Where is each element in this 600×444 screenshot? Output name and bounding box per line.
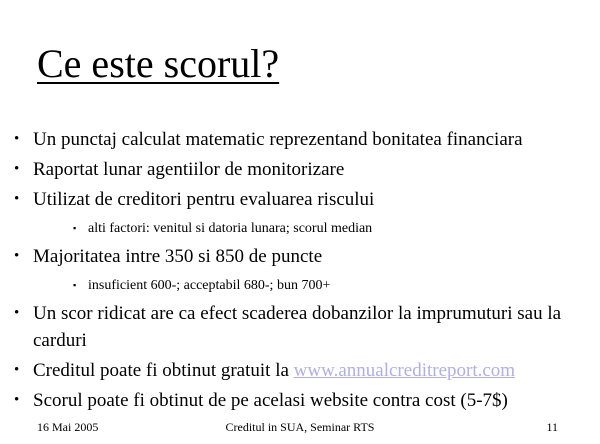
footer-page-number: 11 [546, 420, 558, 434]
bullet-icon: • [14, 131, 20, 147]
bullet-text: Utilizat de creditori pentru evaluarea riscului [33, 189, 375, 210]
square-bullet-icon: ▪ [73, 223, 77, 233]
list-item [12, 243, 592, 270]
bullet-list [12, 126, 592, 417]
bullet-text: insuficient 600-; acceptabil 680-; bun 700+ [88, 278, 331, 293]
bullet-text: Majoritatea intre 350 si 850 de puncte [33, 246, 323, 267]
list-item [12, 126, 592, 153]
page-title: Ce este scorul? [37, 41, 280, 86]
bullet-icon: • [14, 305, 20, 321]
bullet-text [33, 360, 515, 381]
footer-seminar-title: Creditul in SUA, Seminar RTS [225, 420, 375, 434]
annualcreditreport-link[interactable]: www.annualcreditreport.com [293, 360, 516, 381]
bullet-text: Un punctaj calculat matematic reprezentand bonitatea financiara [33, 129, 523, 150]
bullet-text: alti factori: venitul si datoria lunara; scorul median [88, 221, 373, 236]
bullet-text-prefix: Creditul poate fi obtinut gratuit la [33, 360, 294, 381]
list-item [12, 156, 592, 183]
list-item-sub [12, 273, 592, 298]
list-item [12, 300, 592, 354]
bullet-icon: • [14, 362, 20, 378]
list-item [12, 387, 592, 414]
bullet-icon: • [14, 161, 20, 177]
list-item [12, 357, 592, 384]
bullet-icon: • [14, 248, 20, 264]
bullet-icon: • [14, 392, 20, 408]
bullet-text: Raportat lunar agentiilor de monitorizare [33, 159, 345, 180]
footer [0, 420, 600, 436]
bullet-text: Un scor ridicat are ca efect scaderea dobanzilor la imprumuturi sau la carduri [33, 303, 562, 351]
footer-date: 16 Mai 2005 [37, 420, 99, 434]
list-item [12, 186, 592, 213]
square-bullet-icon: ▪ [73, 280, 77, 290]
bullet-text: Scorul poate fi obtinut de pe acelasi website contra cost (5-7$) [33, 390, 508, 411]
bullet-icon: • [14, 191, 20, 207]
list-item-sub [12, 216, 592, 241]
